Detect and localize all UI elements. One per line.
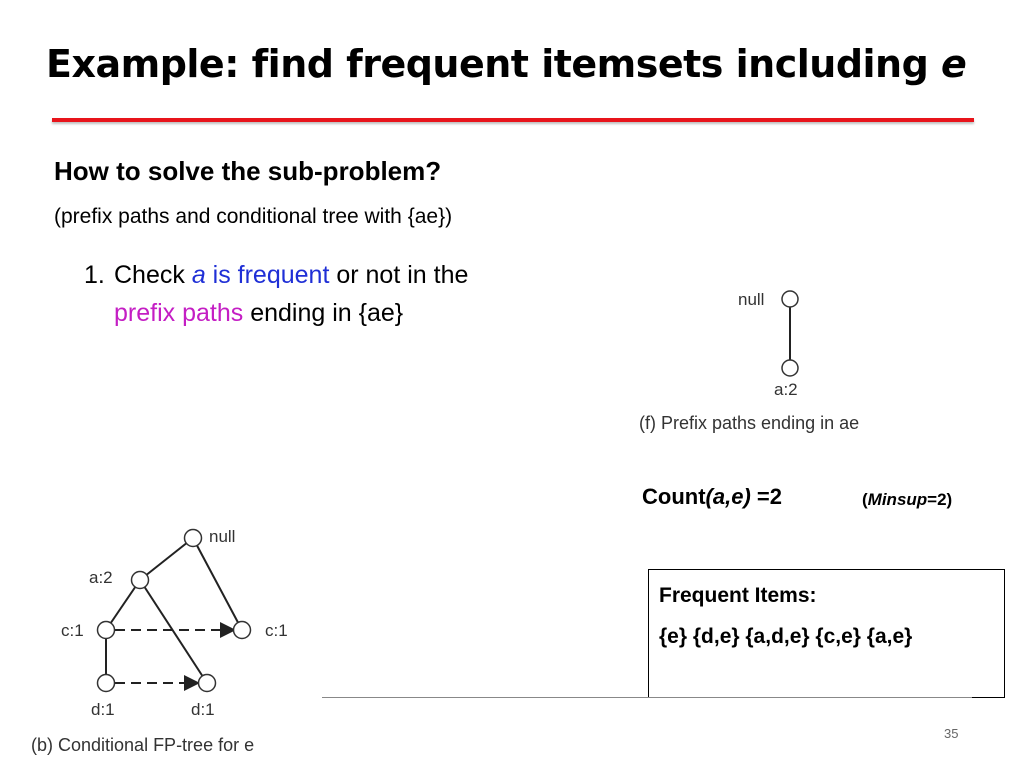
tree-node-c-right [234, 622, 251, 639]
step-text [114, 256, 604, 332]
tree-caption: (b) Conditional FP-tree for e [31, 735, 255, 755]
frequent-items-box [648, 569, 1005, 698]
step-prefix-paths: prefix paths [114, 299, 244, 327]
minsup-value: =2) [927, 490, 953, 509]
count-args: (a,e) [705, 484, 751, 509]
tree-label-c-left: c:1 [61, 621, 84, 640]
title-underline [52, 118, 974, 122]
minsup-label: Minsup [867, 490, 928, 509]
tree-node-d-right [199, 675, 216, 692]
conditional-tree-figure [25, 520, 325, 760]
frequent-items-heading: Frequent Items: [659, 584, 817, 607]
tree-label-c-right: c:1 [265, 621, 288, 640]
step-number: 1. [84, 261, 105, 289]
tree-label-d-right: d:1 [191, 700, 215, 719]
step-text-3: ending in {ae} [243, 299, 404, 327]
prefix-node-null [782, 291, 798, 307]
tree-node-c-left [98, 622, 115, 639]
minsup-open: ( [862, 490, 868, 509]
tree-label-null: null [209, 527, 236, 546]
page-number: 35 [944, 726, 959, 741]
slide-title [46, 42, 966, 86]
edge-null-c-right [193, 538, 242, 630]
tree-node-a [132, 572, 149, 589]
subheading: How to solve the sub-problem? [54, 156, 442, 186]
footer-line [322, 697, 972, 698]
count-value: =2 [750, 484, 782, 509]
edge-a-d-right [140, 580, 207, 683]
step-1 [84, 256, 604, 332]
step-item-a: a [191, 261, 206, 289]
title-main: Example: find frequent itemsets including [46, 42, 942, 86]
tree-label-d-left: d:1 [91, 700, 115, 719]
prefix-node-a [782, 360, 798, 376]
tree-node-d-left [98, 675, 115, 692]
frequent-items-list: {e} {d,e} {a,d,e} {c,e} {a,e} [659, 625, 913, 648]
prefix-paths-figure [630, 280, 920, 440]
step-text-2: or not in the [329, 261, 469, 289]
count-label: Count [642, 484, 706, 509]
prefix-label-null: null [738, 290, 765, 309]
title-italic: e [941, 42, 967, 86]
prefix-caption: (f) Prefix paths ending in ae [639, 413, 860, 433]
subnote: (prefix paths and conditional tree with {ae}) [54, 205, 453, 228]
edge-null-a [140, 538, 193, 580]
step-is-frequent: is frequent [205, 261, 330, 289]
tree-label-a: a:2 [89, 568, 113, 587]
step-text-1: Check [114, 261, 192, 289]
minsup-note [862, 490, 952, 510]
prefix-label-a: a:2 [774, 380, 798, 399]
count-line [642, 484, 782, 510]
tree-node-null [185, 530, 202, 547]
